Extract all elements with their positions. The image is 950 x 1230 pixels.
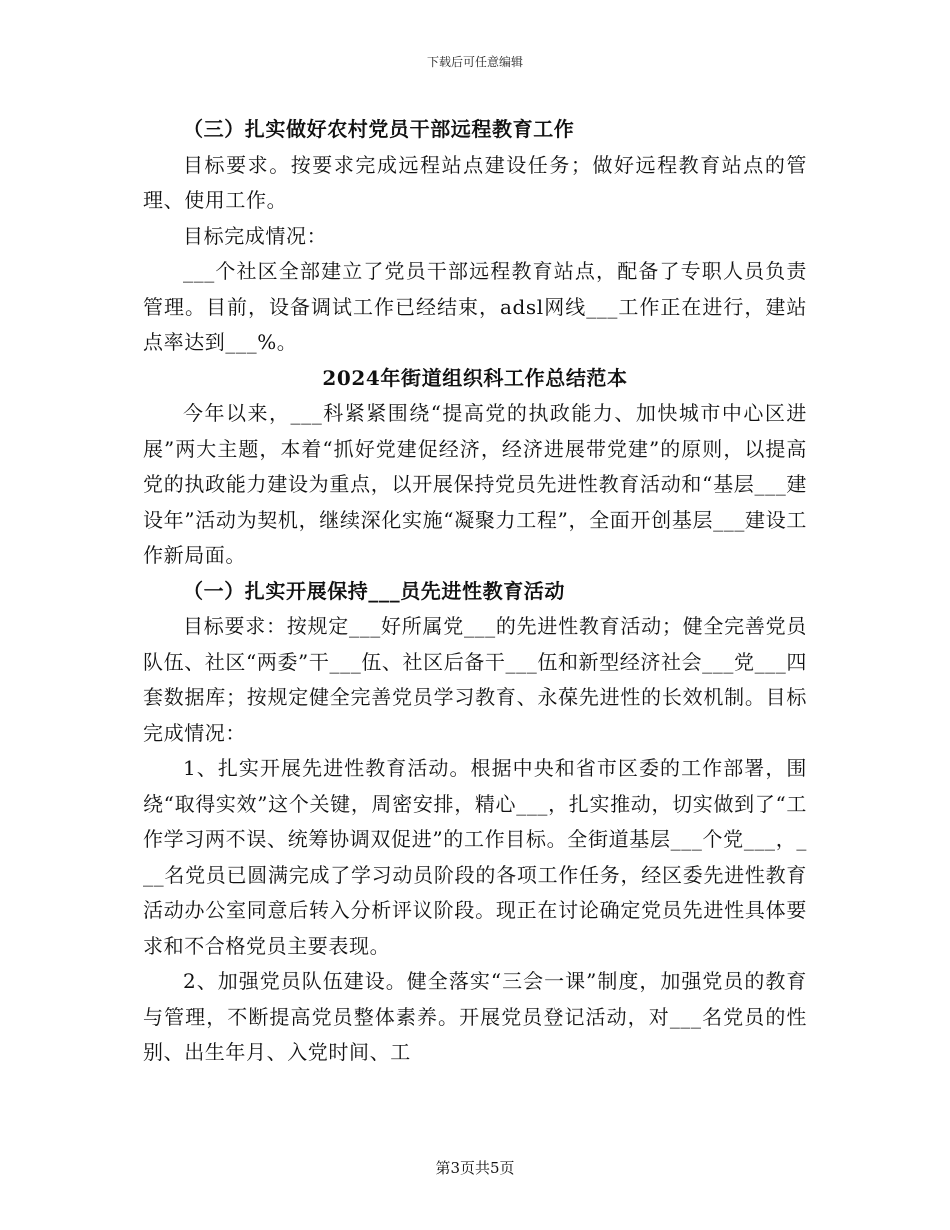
page-header-note: 下载后可任意编辑 [426, 55, 523, 69]
document-body [143, 112, 807, 1071]
page-footer: 第3页共5页 [435, 1159, 515, 1177]
paragraph: 目标要求：按规定___好所属党___的先进性教育活动；健全完善党员队伍、社区“两委”干___伍、社区后备干___伍和新型经济社会___党___四套数据库；按规定健全完善党员学习教育、永葆先进性的长效机制。目标完成情况： [143, 614, 807, 745]
paragraph: 目标要求。按要求完成远程站点建设任务；做好远程教育站点的管理、使用工作。 [143, 152, 807, 212]
section-heading: （三）扎实做好农村党员干部远程教育工作 [183, 117, 575, 141]
paragraph: 1、扎实开展先进性教育活动。根据中央和省市区委的工作部署，围绕“取得实效”这个关键，周密安排，精心___，扎实推动，切实做到了“工作学习两不误、统筹协调双促进”的工作目标。全街道基层___个党___，___名党员已圆满完成了学习动员阶段的各项工作任务，经区委先进性教育活动办公室同意后转入分析评议阶段。现正在讨论确定党员先进性具体要求和不合格党员主要表现。 [143, 756, 807, 958]
paragraph: ___个社区全部建立了党员干部远程教育站点，配备了专职人员负责管理。目前，设备调试工作已经结束，adsl网线___工作正在进行，建站点率达到___%。 [143, 259, 807, 354]
paragraph: 目标完成情况： [183, 223, 328, 248]
document-title: 2024年街道组织科工作总结范本 [322, 365, 628, 390]
paragraph: 2、加强党员队伍建设。健全落实“三会一课”制度，加强党员的教育与管理，不断提高党员整体素养。开展党员登记活动，对___名党员的性别、出生年月、入党时间、工 [143, 969, 807, 1064]
paragraph: 今年以来，___科紧紧围绕“提高党的执政能力、加快城市中心区进展”两大主题，本着“抓好党建促经济，经济进展带党建”的原则，以提高党的执政能力建设为重点，以开展保持党员先进性教育活动和“基层___建设年”活动为契机，继续深化实施“凝聚力工程”，全面开创基层___建设工作新局面。 [143, 401, 807, 567]
section-heading: （一）扎实开展保持___员先进性教育活动 [183, 578, 565, 603]
